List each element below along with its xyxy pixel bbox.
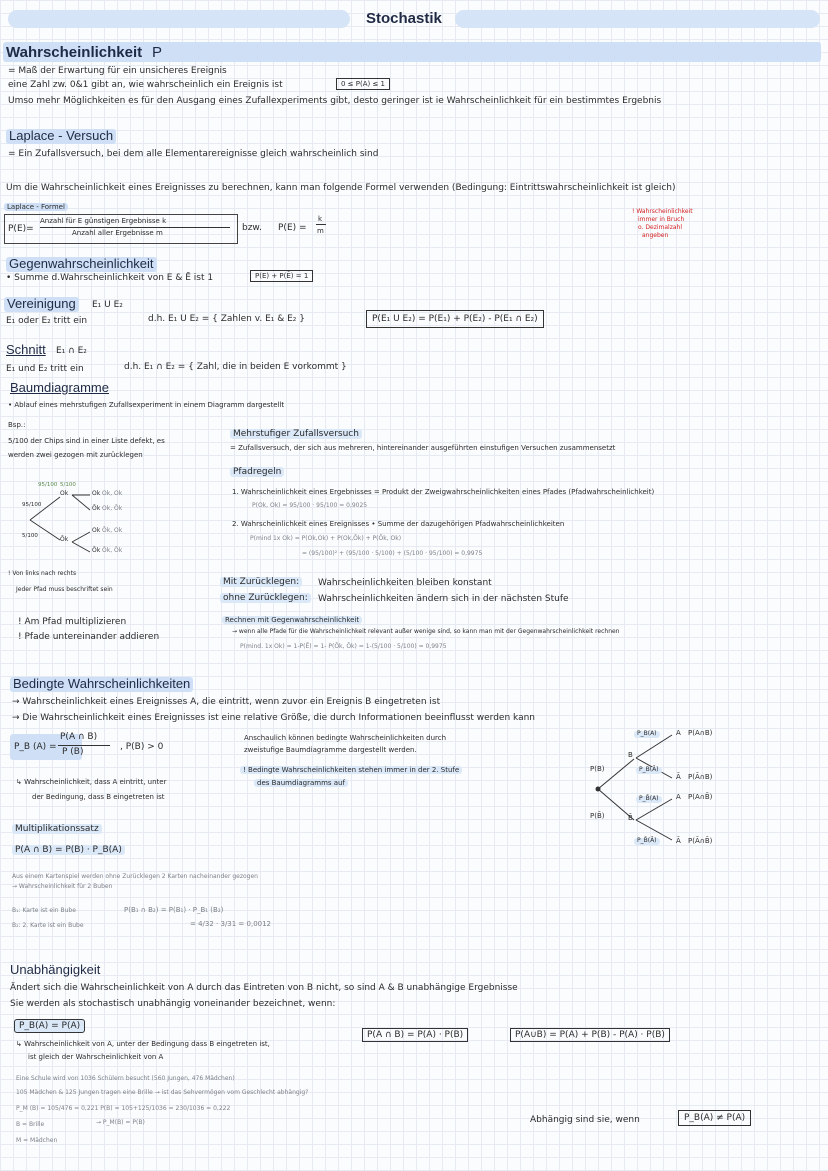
subtitle-mult: Multiplikationssatz bbox=[12, 824, 102, 834]
tree-leaf: Ōk, Ōk bbox=[102, 547, 123, 554]
tree-prob: 5/100 bbox=[60, 482, 76, 488]
text-line: Sie werden als stochastisch unabhängig voneinander bezeichnet, wenn: bbox=[10, 999, 336, 1009]
formula-mult: P(A ∩ B) = P(B) · P_B(A) bbox=[12, 845, 125, 855]
section-title-bedingt: Bedingte Wahrscheinlichkeiten bbox=[10, 677, 193, 692]
text-line: Umso mehr Möglichkeiten es für den Ausgang eines Zufallexperiments gibt, desto geringer ist ie Wahrscheinlichkeit für ein bestimmtes Ergebnis bbox=[8, 96, 662, 106]
tree-result: P(A∩B) bbox=[688, 729, 713, 737]
example-formula: P(B₁ ∩ B₂) = P(B₁) · P_B₁ (B₂) bbox=[124, 906, 224, 914]
text-line: → Die Wahrscheinlichkeit eines Ereignisses ist eine relative Größe, die durch Informationen beeinflusst werden kann bbox=[12, 713, 536, 723]
tree-result: P(Ā∩B) bbox=[688, 773, 713, 781]
tree-prob: 95/100 bbox=[38, 482, 58, 488]
fraction-denominator: P (B) bbox=[62, 747, 84, 757]
tree-leaf: Ok, Ok bbox=[102, 490, 123, 497]
text-line: 2. Wahrscheinlichkeit eines Ereignisses • Summe der dazugehörigen Pfadwahrscheinlichkeiten bbox=[232, 520, 565, 528]
text-line: = Maß der Erwartung für ein unsicheres Ereignis bbox=[8, 66, 227, 76]
section-title-schnitt: Schnitt bbox=[6, 342, 46, 357]
formula-box: 0 ≤ P(A) ≤ 1 bbox=[336, 78, 390, 90]
subtitle-gegen: Rechnen mit Gegenwahrscheinlichkeit bbox=[222, 616, 362, 624]
section-title-wahrscheinlichkeit: Wahrscheinlichkeit bbox=[6, 44, 143, 61]
tree-node: A bbox=[676, 793, 681, 801]
text-line: der Bedingung, dass B eingetreten ist bbox=[32, 793, 165, 801]
condition: , P(B) > 0 bbox=[120, 742, 164, 752]
section-title-unab: Unabhängigkeit bbox=[10, 962, 101, 977]
text-pe2: P(E) = bbox=[278, 223, 307, 233]
tree-result: P(Ā∩B̄) bbox=[688, 837, 713, 845]
hint-box: ! Bedingte Wahrscheinlichkeiten stehen immer in der 2. Stufe bbox=[240, 766, 462, 774]
text-bsp: Bsp.: bbox=[8, 421, 26, 429]
text-pe: P(E)= bbox=[8, 224, 34, 234]
text-line: zweistufige Baumdiagramme dargestellt werden. bbox=[244, 746, 417, 754]
note: Jeder Pfad muss beschriftet sein bbox=[16, 586, 113, 593]
example-line: Eine Schule wird von 1036 Schülern besucht (560 Jungen, 476 Mädchen) bbox=[16, 1075, 235, 1082]
fraction-numerator: Anzahl für E günstigen Ergebnisse k bbox=[40, 217, 167, 225]
tree-leaf: Ōk, Ok bbox=[102, 527, 123, 534]
tree-node: A bbox=[676, 729, 681, 737]
formula-box: P_B(A) = P(A) bbox=[14, 1019, 85, 1033]
calc-line: P(Ok, Ok) = 95/100 · 95/100 = 0,9025 bbox=[252, 502, 368, 509]
tree-node-ok: Ok bbox=[92, 527, 101, 534]
note-red: immer in Bruch bbox=[638, 216, 685, 223]
tree-node: Ā bbox=[676, 837, 681, 845]
tree-node-nok: Ōk bbox=[92, 547, 101, 554]
calc-line: = (95/100)² + (95/100 · 5/100) + (5/100 · 95/100) = 0,9975 bbox=[302, 550, 483, 557]
note-red: o. Dezimalzahl bbox=[638, 224, 682, 231]
symbol-p: P bbox=[152, 44, 163, 61]
text-line: 5/100 der Chips sind in einer Liste defekt, es bbox=[8, 437, 165, 445]
example-line: 105 Mädchen & 125 Jungen tragen eine Brille → ist das Sehvermögen vom Geschlecht abhängig? bbox=[16, 1089, 309, 1096]
text-line: ist gleich der Wahrscheinlichkeit von A bbox=[28, 1053, 164, 1061]
example-line: → P_M(B) = P(B) bbox=[96, 1119, 145, 1126]
text-abhaengig: Abhängig sind sie, wenn bbox=[530, 1115, 640, 1125]
text-line: Um die Wahrscheinlichkeit eines Ereignisses zu berechnen, kann man folgende Formel verwenden (Bedingung: Eintrittswahrscheinlichkeit ist gleich) bbox=[6, 183, 676, 193]
label-ohne: ohne Zurücklegen: bbox=[220, 593, 311, 603]
text-line: • Ablauf eines mehrstufigen Zufallsexperiment in einem Diagramm dargestellt bbox=[8, 401, 285, 409]
tree-node: B̄ bbox=[628, 814, 633, 822]
calc-line: P(mind 1x Ok) = P(Ok,Ok) + P(Ok,Ōk) + P(Ōk, Ok) bbox=[250, 535, 402, 542]
text-line: • Summe d.Wahrscheinlichkeit von E & Ē ist 1 bbox=[6, 273, 214, 283]
symbol-intersection: E₁ ∩ E₂ bbox=[56, 346, 87, 356]
text-line: E₁ oder E₂ tritt ein bbox=[6, 316, 88, 326]
tree-label: P(B̄) bbox=[590, 812, 605, 820]
tree-node: B bbox=[628, 751, 633, 759]
note: ! Am Pfad multiplizieren bbox=[18, 617, 127, 627]
tree-node-nok: Ōk bbox=[92, 505, 101, 512]
formula-box: P(A ∩ B) = P(A) · P(B) bbox=[362, 1028, 468, 1042]
fraction-numerator: P(A ∩ B) bbox=[60, 732, 98, 742]
example-line: B = Brille bbox=[16, 1121, 45, 1128]
tree-label: P(B) bbox=[590, 765, 605, 773]
subtitle-pfadregeln: Pfadregeln bbox=[230, 467, 284, 477]
formula-box: P(E₁ U E₂) = P(E₁) + P(E₂) - P(E₁ ∩ E₂) bbox=[366, 310, 544, 328]
tree-node-nok: Ōk bbox=[60, 536, 69, 543]
tree-label: P_B̄(Ā) bbox=[634, 838, 660, 845]
hint-box: des Baumdiagramms auf bbox=[254, 779, 348, 787]
section-title-baum: Baumdiagramme bbox=[10, 380, 109, 395]
tree-prob: 95/100 bbox=[22, 502, 42, 508]
subtitle-mehrstufig: Mehrstufiger Zufallsversuch bbox=[230, 429, 362, 439]
note-red: ! Wahrscheinlichkeit bbox=[632, 208, 693, 215]
text-line: werden zwei gezogen mit zurücklegen bbox=[8, 451, 143, 459]
tree-label: P_B̄(A) bbox=[636, 796, 662, 803]
tree-node-ok: Ok bbox=[92, 490, 101, 497]
text-line: → wenn alle Pfade für die Wahrscheinlichkeit relevant außer wenige sind, so kann man mit der Gegenwahrscheinlichkeit rechnen bbox=[232, 628, 620, 635]
fraction-denominator: Anzahl aller Ergebnisse m bbox=[72, 229, 163, 237]
text-line: = Zufallsversuch, der sich aus mehreren, hintereinander ausgeführten einstufigen Versuchen zusammensetzt bbox=[230, 444, 616, 452]
text-line: ↳ Wahrscheinlichkeit, dass A eintritt, unter bbox=[16, 778, 167, 786]
formula-box: P(A∪B) = P(A) + P(B) - P(A) · P(B) bbox=[510, 1028, 670, 1042]
tree-prob: 5/100 bbox=[22, 533, 38, 539]
text-line: Anschaulich können bedingte Wahrscheinlichkeiten durch bbox=[244, 734, 447, 742]
text-line: = Ein Zufallsversuch, bei dem alle Elementarereignisse gleich wahrscheinlich sind bbox=[8, 149, 379, 159]
text-line: Wahrscheinlichkeiten bleiben konstant bbox=[318, 578, 492, 588]
formula-box: P_B(A) ≠ P(A) bbox=[678, 1110, 751, 1126]
example-line: B₁: Karte ist ein Bube bbox=[12, 907, 76, 914]
formula-title: Laplace - Formel bbox=[4, 203, 68, 211]
calc-line: P(mind. 1x Ok) = 1-P(Ē) = 1- P(Ōk, Ōk) = 1-(5/100 · 5/100) = 0,9975 bbox=[240, 643, 447, 650]
tree-result: P(A∩B̄) bbox=[688, 793, 713, 801]
text-line: Ändert sich die Wahrscheinlichkeit von A durch das Eintreten von B nicht, so sind A & B unabhängige Ergebnisse bbox=[10, 983, 518, 993]
section-title-laplace: Laplace - Versuch bbox=[6, 129, 116, 144]
example-line: B₂: 2. Karte ist ein Bube bbox=[12, 922, 84, 929]
text-line: ↳ Wahrscheinlichkeit von A, unter der Bedingung dass B eingetreten ist, bbox=[16, 1040, 270, 1048]
section-title-gegen: Gegenwahrscheinlichkeit bbox=[6, 257, 157, 272]
tree-node: Ā bbox=[676, 773, 681, 781]
symbol-union: E₁ U E₂ bbox=[92, 300, 123, 310]
formula-box: P(E) + P(Ē) = 1 bbox=[250, 270, 313, 282]
tree-label: P_B(Ā) bbox=[636, 767, 662, 774]
label-mit: Mit Zurücklegen: bbox=[220, 577, 302, 587]
example-line: Aus einem Kartenspiel werden ohne Zurücklegen 2 Karten nacheinander gezogen bbox=[12, 873, 258, 880]
text-line: eine Zahl zw. 0&1 gibt an, wie wahrscheinlich ein Ereignis ist bbox=[8, 80, 283, 90]
text-line: Wahrscheinlichkeiten ändern sich in der nächsten Stufe bbox=[318, 594, 569, 604]
frac-m: m bbox=[317, 227, 324, 235]
text-pba: P_B (A) = bbox=[14, 742, 57, 752]
text-line: E₁ und E₂ tritt ein bbox=[6, 364, 84, 374]
note: ! Pfade untereinander addieren bbox=[18, 632, 160, 642]
tree-node-ok: Ok bbox=[60, 490, 69, 497]
text-bzw: bzw. bbox=[242, 223, 262, 233]
tree-leaf: Ok, Ōk bbox=[102, 505, 123, 512]
text-line: d.h. E₁ U E₂ = { Zahlen v. E₁ & E₂ } bbox=[148, 314, 305, 324]
note: ! Von links nach rechts bbox=[8, 570, 77, 577]
example-line: P_M (B) = 105/476 = 0,221 P(B) = 105+125/1036 = 230/1036 = 0,222 bbox=[16, 1105, 231, 1112]
example-formula: = 4/32 · 3/31 = 0,0012 bbox=[190, 920, 272, 928]
section-title-vereinigung: Vereinigung bbox=[4, 297, 79, 312]
note-red: angeben bbox=[642, 232, 669, 239]
page-title: Stochastik bbox=[366, 10, 442, 27]
text-line: 1. Wahrscheinlichkeit eines Ergebnisses = Produkt der Zweigwahrscheinlichkeiten eines Pfades (Pfadwahrscheinlichkeit) bbox=[232, 488, 655, 496]
text-line: → Wahrscheinlichkeit eines Ereignisses A, die eintritt, wenn zuvor ein Ereignis B eingetreten ist bbox=[12, 697, 441, 707]
frac-k: k bbox=[318, 215, 323, 223]
tree-label: P_B(A) bbox=[634, 731, 660, 738]
example-line: → Wahrscheinlichkeit für 2 Buben bbox=[12, 883, 113, 890]
text-line: d.h. E₁ ∩ E₂ = { Zahl, die in beiden E vorkommt } bbox=[124, 362, 347, 372]
example-line: M = Mädchen bbox=[16, 1137, 58, 1144]
